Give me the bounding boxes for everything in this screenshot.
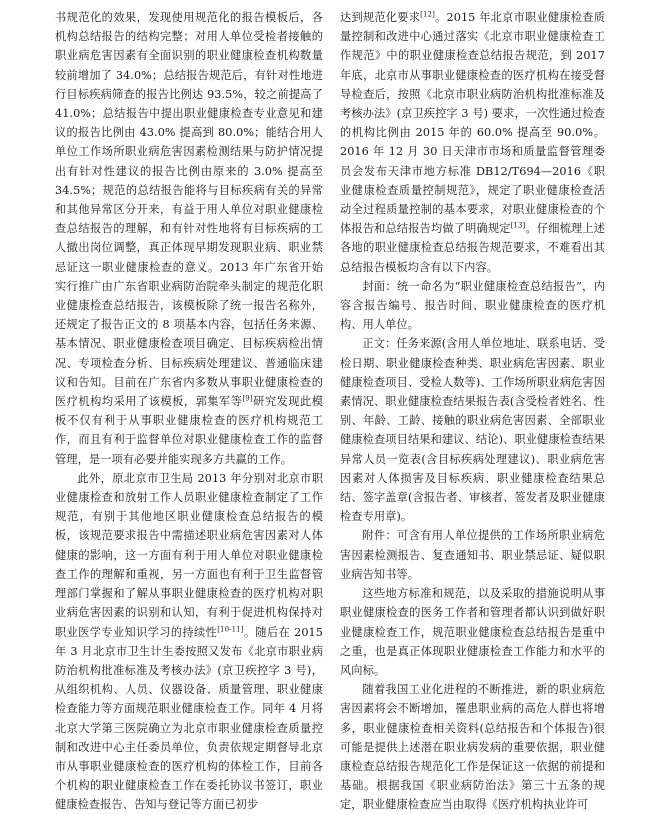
paragraph-text: 达到规范化要求 [340, 11, 421, 24]
paragraph-text: 此外，原北京市卫生局 2013 年分别对北京市职业健康检查和放射工作人员职业健康检查制定了工作规范，有别于其他地区职业健康检查总结报告的模板，该规范要求报告中需描述职业病危害因素对人体健康的影响，这一方面有利于用人单位对职业健康检查工作的理解和重视，另一方面也有利于卫生监督管理部门掌握和了解从事职业健康检查的医疗机构对职业病危害因素的识别和认知，有利于促进机构保持对职业医学专业知识学习的持续性 [55, 471, 323, 639]
paragraph-text: 。随后在 2015 年 3 月北京市卫生计生委按照又发布《北京市职业病防治机构批准标准及考核办法》(京卫疾控字 3 号)，从组织机构、人员、仪器设备、质量管理、职业健康检查能力等方面规范职业健康检查工作。同年 4 月将北京大学第三医院确立为北京市职业健康检查质量控制和改进中心主任委员单位，负责依规定期督导北京市从事职业健康检查的医疗机构的体检工作，目前各个机构的职业健康检查工作在委托协议书签订，职业健康检查报告、告知与登记等方面已初步 [55, 625, 323, 812]
paragraph [55, 469, 323, 815]
citation: [12] [420, 10, 435, 19]
paragraph: 这些地方标准和规范，以及采取的措施说明从事职业健康检查的医务工作者和管理者都认识到做好职业健康检查工作，规范职业健康检查总结报告是重中之重，也是真正体现职业健康检查工作能力和水平的风向标。 [340, 587, 605, 677]
paragraph-attachment: 附件：可含有用人单位提供的工作场所职业病危害因素检测报告、复查通知书、职业禁忌证、疑似职业病告知书等。 [340, 529, 605, 581]
citation: [10-11] [217, 624, 244, 633]
paragraph-cover: 封面：统一命名为“职业健康检查总结报告”，内容含报告编号、报告时间、职业健康检查的医疗机构、用人单位。 [340, 279, 605, 332]
paragraph-text: 。2015 年北京市职业健康检查质量控制和改进中心通过落实《北京市职业健康检查工作规范》中的职业健康检查总结报告规范，到 2017 年底，北京市从事职业健康检查的医疗机构在接受督导检查后，按照《北京市职业病防治机构批准标准及考核办法》(京卫疾控字 3 号) 要求，一次性通过检查的机构比例由 2015 年的 60.0% 提高至 90.0%。2016 年 12 月 30 日天津市市场和质量监督管理委员会发布天津市地方标准 DB12/T694—2016《职业健康检查质量控制规范》，规定了职业健康检查活动全过程质量控制的基本要求，对职业健康检查的个体报告和总结报告均做了明确规定 [340, 11, 605, 236]
paragraph-text: 研究发现此模板不仅有利于从事职业健康检查的医疗机构规范工作，而且有利于监督单位对职业健康检查工作的监督管理，是一项有必要并能实现多方共赢的工作。 [55, 395, 323, 466]
right-column [340, 8, 605, 815]
paragraph [55, 8, 323, 469]
citation: [9] [242, 394, 253, 403]
paragraph [340, 8, 605, 277]
paragraph: 随着我国工业化进程的不断推进，新的职业病危害因素将会不断增加，罹患职业病的高危人群也将增多，职业健康检查相关资料(总结报告和个体报告)很可能是提供上述潜在职业病发病的重要依据，职业健康检查总结报告规范化工作是保证这一依据的前提和基础。根据我国《职业病防治法》第三十五条的规定，职业健康检查应当由取得《医疗机构执业许可 [340, 683, 605, 812]
paragraph-body: 正文：任务来源(含用人单位地址、联系电话、受检日期、职业健康检查种类、职业病危害因素、职业健康检查项目、受检人数等)、工作场所职业病危害因素情况、职业健康检查结果报告表(含受检者姓名、性别、年龄、工龄、接触的职业病危害因素、全部职业健康检查项目结果和建议、结论)、职业健康检查结果异常人员一览表(含目标疾病处理建议)、职业病危害因素对人体损害及目标疾病、职业健康检查结果总结、签字盖章(含报告者、审核者、签发者及职业健康检查专用章)。 [340, 337, 605, 524]
left-column [55, 8, 323, 815]
paragraph-text: 。仔细梳理上述各地的职业健康检查总结报告规范要求，不难看出其总结报告模板均含有以下内容。 [340, 222, 605, 274]
paragraph-text: 书规范化的效果，发现使用规范化的报告模板后，各机构总结报告的结构完整；对用人单位受检者接触的职业病危害因素有全面识别的职业健康检查机构数量较前增加了 34.0%；总结报告规范后，有针对性地进行目标疾病筛查的报告比例达 93.5%，较之前提高了 41.0%；总结报告中提出职业健康检查专业意见和建议的报告比例由 43.0% 提高到 80.0%；能结合用人单位工作场所职业病危害因素检测结果与防护情况提出有针对性建议的报告比例由原来的 3.0% 提高至 34.5%；规范的总结报告能将与目标疾病有关的异常和其他异常区分开来，有益于用人单位对职业健康检查总结报告的理解，和有针对性地将有目标疾病的工人撤出岗位调整，真正体现早期发现职业病、职业禁忌证这一职业健康检查的意义。2013 年广东省开始实行推广由广东省职业病防治院牵头制定的规范化职业健康检查总结报告，该模板除了统一报告名称外，还规定了报告正文的 8 项基本内容，包括任务来源、基本情况、职业健康检查项目确定、目标疾病检出情况、专项检查分析、目标疾病处理建议、普通临床建议和告知。目前在广东省内多数从事职业健康检查的医疗机构均采用了该模板，郭集军等 [55, 11, 323, 409]
citation: [13] [510, 221, 526, 230]
